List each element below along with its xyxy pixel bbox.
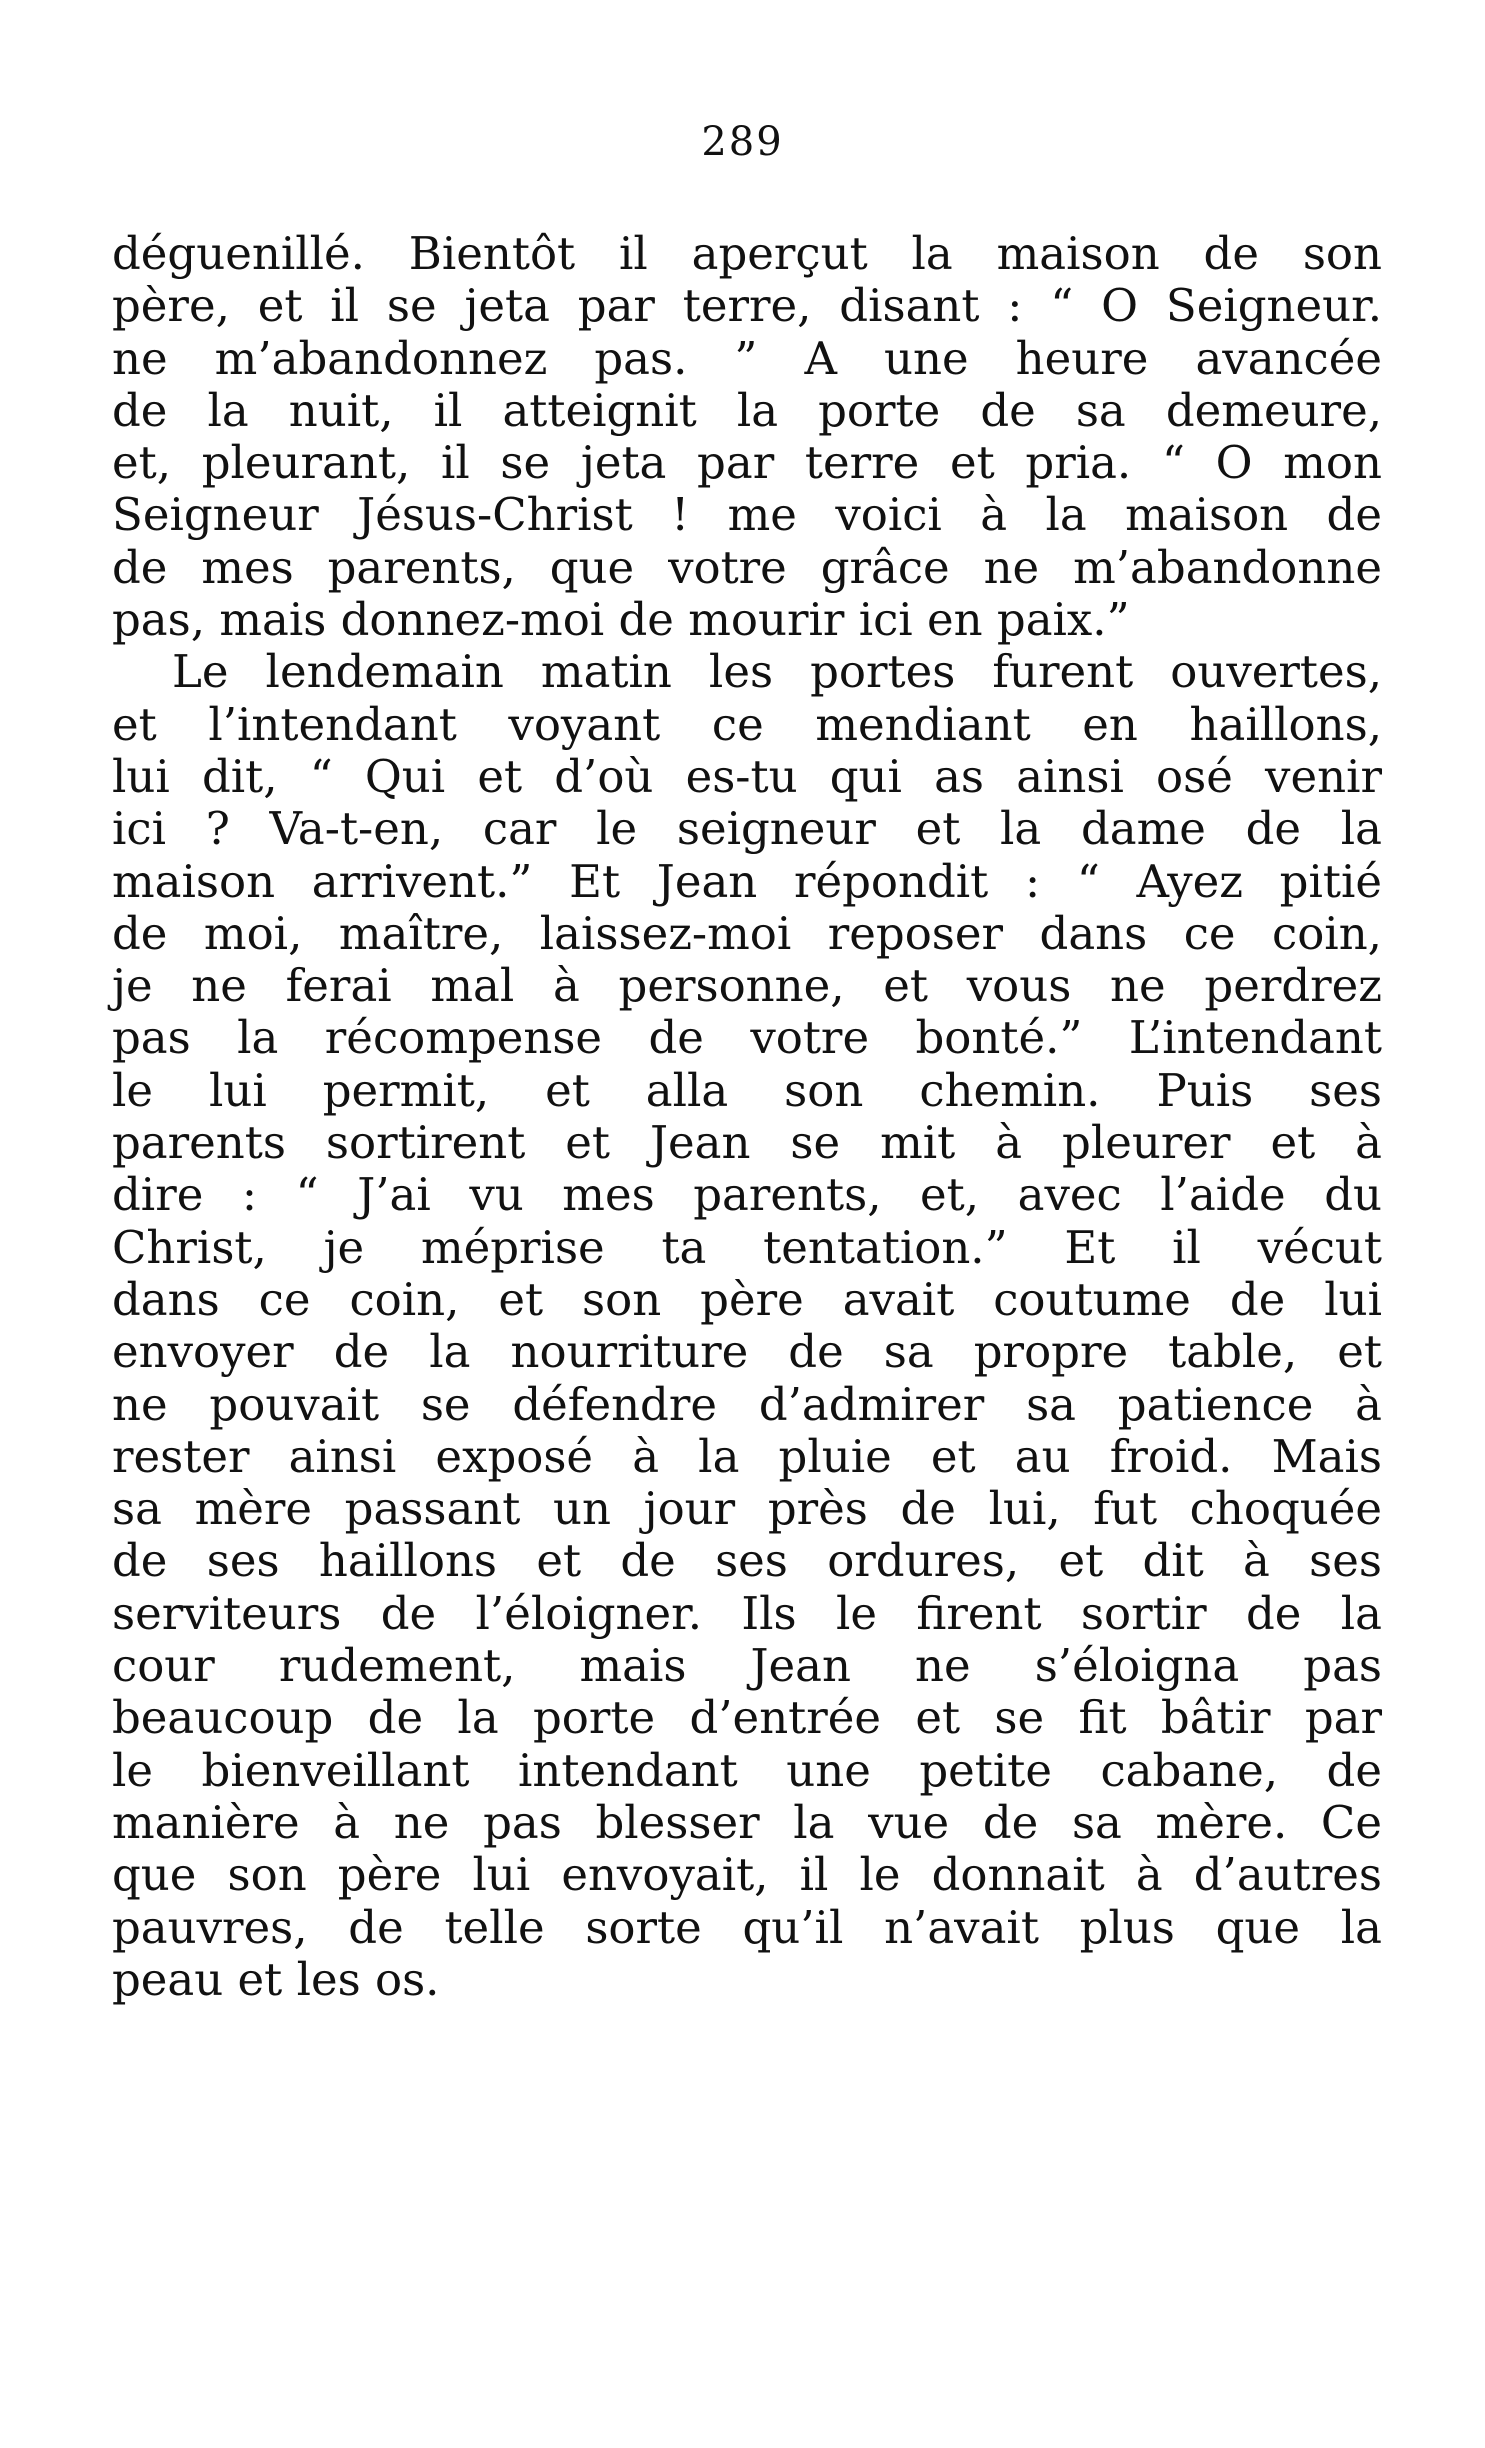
text-line: Christ, je méprise ta tentation.” Et il vécut (112, 1220, 1382, 1274)
text-line: de ses haillons et de ses ordures, et dit à ses (112, 1534, 1382, 1588)
text-line: Seigneur Jésus-Christ ! me voici à la maison de (112, 488, 1382, 542)
text-line: dans ce coin, et son père avait coutume de lui (112, 1272, 1382, 1326)
text-line: je ne ferai mal à personne, et vous ne perdrez (112, 959, 1382, 1013)
text-line: envoyer de la nourriture de sa propre table, et (112, 1325, 1382, 1379)
text-line: et, pleurant, il se jeta par terre et pria. “ O mon (112, 436, 1382, 490)
text-line: serviteurs de l’éloigner. Ils le firent sortir de la (112, 1586, 1382, 1640)
text-line: dire : “ J’ai vu mes parents, et, avec l’aide du (112, 1168, 1382, 1222)
text-line: de moi, maître, laissez-moi reposer dans ce coin, (112, 906, 1382, 960)
text-line: le lui permit, et alla son chemin. Puis ses (112, 1063, 1382, 1117)
text-line: le bienveillant intendant une petite cabane, de (112, 1743, 1382, 1797)
text-line: ne m’abandonnez pas. ” A une heure avancée (112, 331, 1382, 385)
text-line: cour rudement, mais Jean ne s’éloigna pas (112, 1639, 1382, 1693)
text-line: pas la récompense de votre bonté.” L’intendant (112, 1011, 1382, 1065)
body-text (112, 228, 1382, 2006)
paragraph-start-line: Le lendemain matin les portes furent ouvertes, (172, 645, 1382, 699)
text-line: beaucoup de la porte d’entrée et se fit bâtir par (112, 1691, 1382, 1745)
text-line: de mes parents, que votre grâce ne m’abandonne (112, 540, 1382, 594)
text-line: que son père lui envoyait, il le donnait à d’autres (112, 1848, 1382, 1902)
text-line: déguenillé. Bientôt il aperçut la maison de son (112, 227, 1382, 280)
text-line: peau et les os. (112, 1952, 440, 2006)
text-line: parents sortirent et Jean se mit à pleurer et à (112, 1116, 1382, 1170)
text-line: ici ? Va-t-en, car le seigneur et la dame de la (112, 802, 1382, 856)
page-number: 289 (701, 119, 784, 165)
text-line: père, et il se jeta par terre, disant : “ O Seigneur. (112, 279, 1382, 333)
text-line: pas, mais donnez-moi de mourir ici en paix.” (112, 593, 1130, 647)
text-line: pauvres, de telle sorte qu’il n’avait plus que la (112, 1900, 1382, 1954)
text-line: maison arrivent.” Et Jean répondit : “ Ayez pitié (112, 854, 1382, 908)
text-line: rester ainsi exposé à la pluie et au froid. Mais (112, 1429, 1382, 1483)
text-line: de la nuit, il atteignit la porte de sa demeure, (112, 383, 1382, 437)
text-line: manière à ne pas blesser la vue de sa mère. Ce (112, 1795, 1382, 1849)
text-line: lui dit, “ Qui et d’où es-tu qui as ainsi osé venir (112, 749, 1382, 803)
text-line: ne pouvait se défendre d’admirer sa patience à (112, 1377, 1382, 1431)
text-line: et l’intendant voyant ce mendiant en haillons, (112, 697, 1382, 751)
text-line: sa mère passant un jour près de lui, fut choquée (112, 1482, 1382, 1536)
